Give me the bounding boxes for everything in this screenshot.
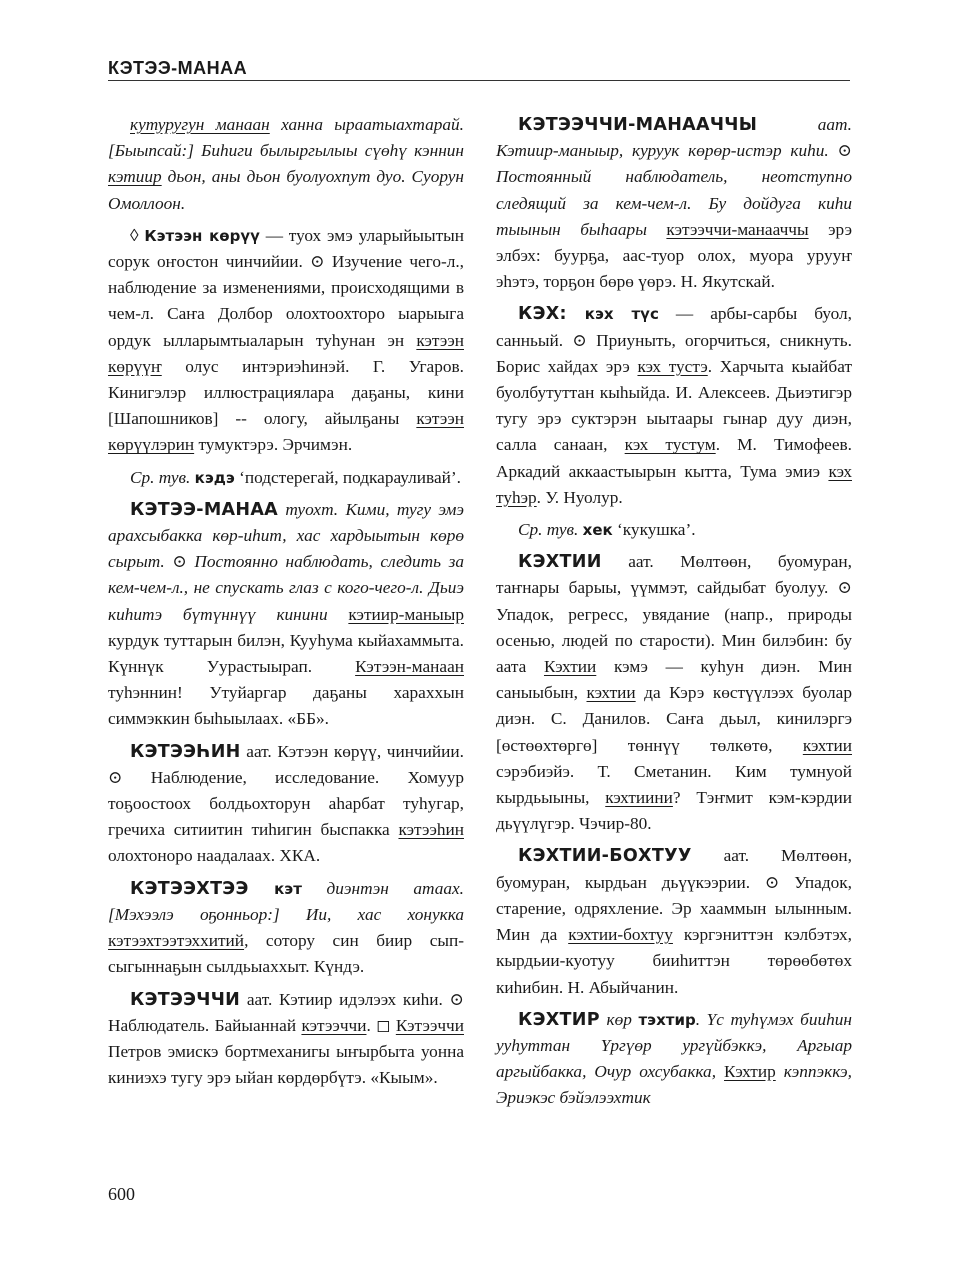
entry-kehtii-bohtuu: КЭХТИИ-БОХТУУ аат. Мөлтөөн, буомуран, кырдьан дьүүкээрии. ⊙ Упадок, старение, одряхление. Эр хааммын ылынным. Мин да кэхтии-бохтуу кэргэниттэн кэлбэтэх, кырдьии-куотуу бииһиттэн төрөөбөтөх киһибин. Н. Абыйчанин. <box>496 846 853 997</box>
running-header: КЭТЭЭ-МАНАА <box>108 58 248 78</box>
entry-compare-note: Ср. тув. кэдэ ‘подстерегай, подкарауливай’. <box>130 467 461 487</box>
entry-keteechchi: КЭТЭЭЧЧИ аат. Кэтиир идэлээх киһи. ⊙ Наблюдатель. Байыаннай кэтээччи. ◻ Кэтээччи Петров эмискэ бортмеханигы ыҥырбыта уонна киниэхэ тугу эрэ ыйан көрдөрбүтэ. «Кыым». <box>108 989 464 1088</box>
entry-keteehtee: КЭТЭЭХТЭЭ кэт диэнтэн атаах. [Мэхээлэ оҕонньор:] Ии, хас хонукка кэтээхтээтэххитий, сотору син биир сып-сыгыннаҕын сылдьыаххыт. Күндэ. <box>108 878 464 977</box>
entry-kehtir: КЭХТИР көр тэхтир. Үс туһүмэх бииһин ууһуттан Үргүөр ургүйбэккэ, Аргыар аргыйбакка, Очур охсубакка, Кэхтир кэппэккэ, Эриэкэс бэйэлээхтик <box>496 1009 853 1108</box>
right-column <box>496 112 852 1118</box>
entry-ketee-manaa: КЭТЭЭ-МАНАА туохт. Кими, тугу эмэ арахсыбакка көр-иһит, хас хардыытын көрө сырыт. ⊙ Постоянно наблюдать, следить за кем-чем-л., не спускать глаз с кого-чего-л. Дьиэ киһитэ бүтүннүү кинини кэтиир-маныыр курдук туттарын билэн, Кууһума кыйахаммыта. Күннүк Уурастыырап. Кэтээн-манаан туһэннин! Утуйаргар даҕаны хараххын симмэккин быһыылаах. «ББ». <box>108 499 464 729</box>
entry-keteehin: КЭТЭЭҺИН аат. Кэтээн көрүү, чинчийии. ⊙ Наблюдение, исследование. Хомуур тоҕоостоох болдьохторун аһарбат туһугар, гречиха ситиитин тиһигин быспакка кэтээһин олохтоноро наадалаах. ХКА. <box>108 741 464 866</box>
header-rule <box>108 80 850 81</box>
entry-kehtii: КЭХТИИ аат. Мөлтөөн, буомуран, таҥнары барыы, үүммэт, сайдыбат буолуу. ⊙ Упадок, регресс, увядание (напр., природы осенью, людей по старости). Мин билэбин: бу аата Кэхтии кэмэ — куһун диэн. Мин саныыбын, кэхтии да Кэрэ көстүүлээх буолар диэн. С. Данилов. Саҥа дьыл, кинилэргэ [өстөөхтөргө] төннүү төлкөтө, кэхтии сэрэбиэйэ. Т. Сметанин. Ким тумнуой кырдьыыны, кэхтиини? Тэҥмит кэм-кэрдии дьүүлүгэр. Чэчир-80. <box>496 552 853 834</box>
entry-keh: КЭХ: кэх түс — арбы-сарбы буол, санньый. ⊙ Приуныть, огорчиться, сникнуть. Борис хайдах эрэ кэх тустэ. Харчыта кыайбат буолбутуттан кыһыйда. И. Алексеев. Дьиэтигэр тугу эрэ суктэрэн ыытаары гынар дуу диэн, салла санаан, кэх тустум. М. Тимофеев. Аркадий аккаастыырын кытта, Тума эмиэ кэх туһэр. У. Нуолур. <box>496 304 852 507</box>
page-number: 600 <box>108 1184 135 1204</box>
entry-keteechchi-manaachchy: КЭТЭЭЧЧИ-МАНААЧЧЫ аат. Кэтиир-маныыр, куруук көрөр-истэр киһи. ⊙ Постоянный наблюдатель, неотступно следящий за кем-чем-л. Бу дойдуга киһи тыынын быһаары кэтээччи-манааччы эрэ элбэх: буурҕа, аас-туор олох, муора урууҥ эһэтэ, торҕон бөрө үөрэ. Н. Якутскай. <box>496 115 852 292</box>
left-column <box>108 112 464 1097</box>
entry-compare-note: Ср. тув. хек ‘кукушка’. <box>518 520 696 540</box>
entry-continuation: кутуругун манаан ханна ыраатыахтарай. [Быыпсай:] Биһиги былыргылыы сүөһү кэннин кэтиир дьон, аны дьон буолуохпут дуо. Суорун Омоллоон. <box>108 115 464 213</box>
entry-ketean-koruu: ◊ Кэтээн көрүү — туох эмэ уларыйыытын сорук оҥостон чинчийии. ⊙ Изучение чего-л., наблюдение за изменениями, происходящими в чем-л. Саҥа Долбор олохтоохторо ыарыыга ордук ылларымтыаларын туһунан эн кэтээн көрүүҥ олус интэриэһинэй. Г. Угаров. Кинигэлэр иллюстрацияларa даҕаны, кини [Шапошников] -- ологу, айылҕаны кэтээн көрүүлэрин тумуктэрэ. Эрчимэн. <box>108 225 464 455</box>
